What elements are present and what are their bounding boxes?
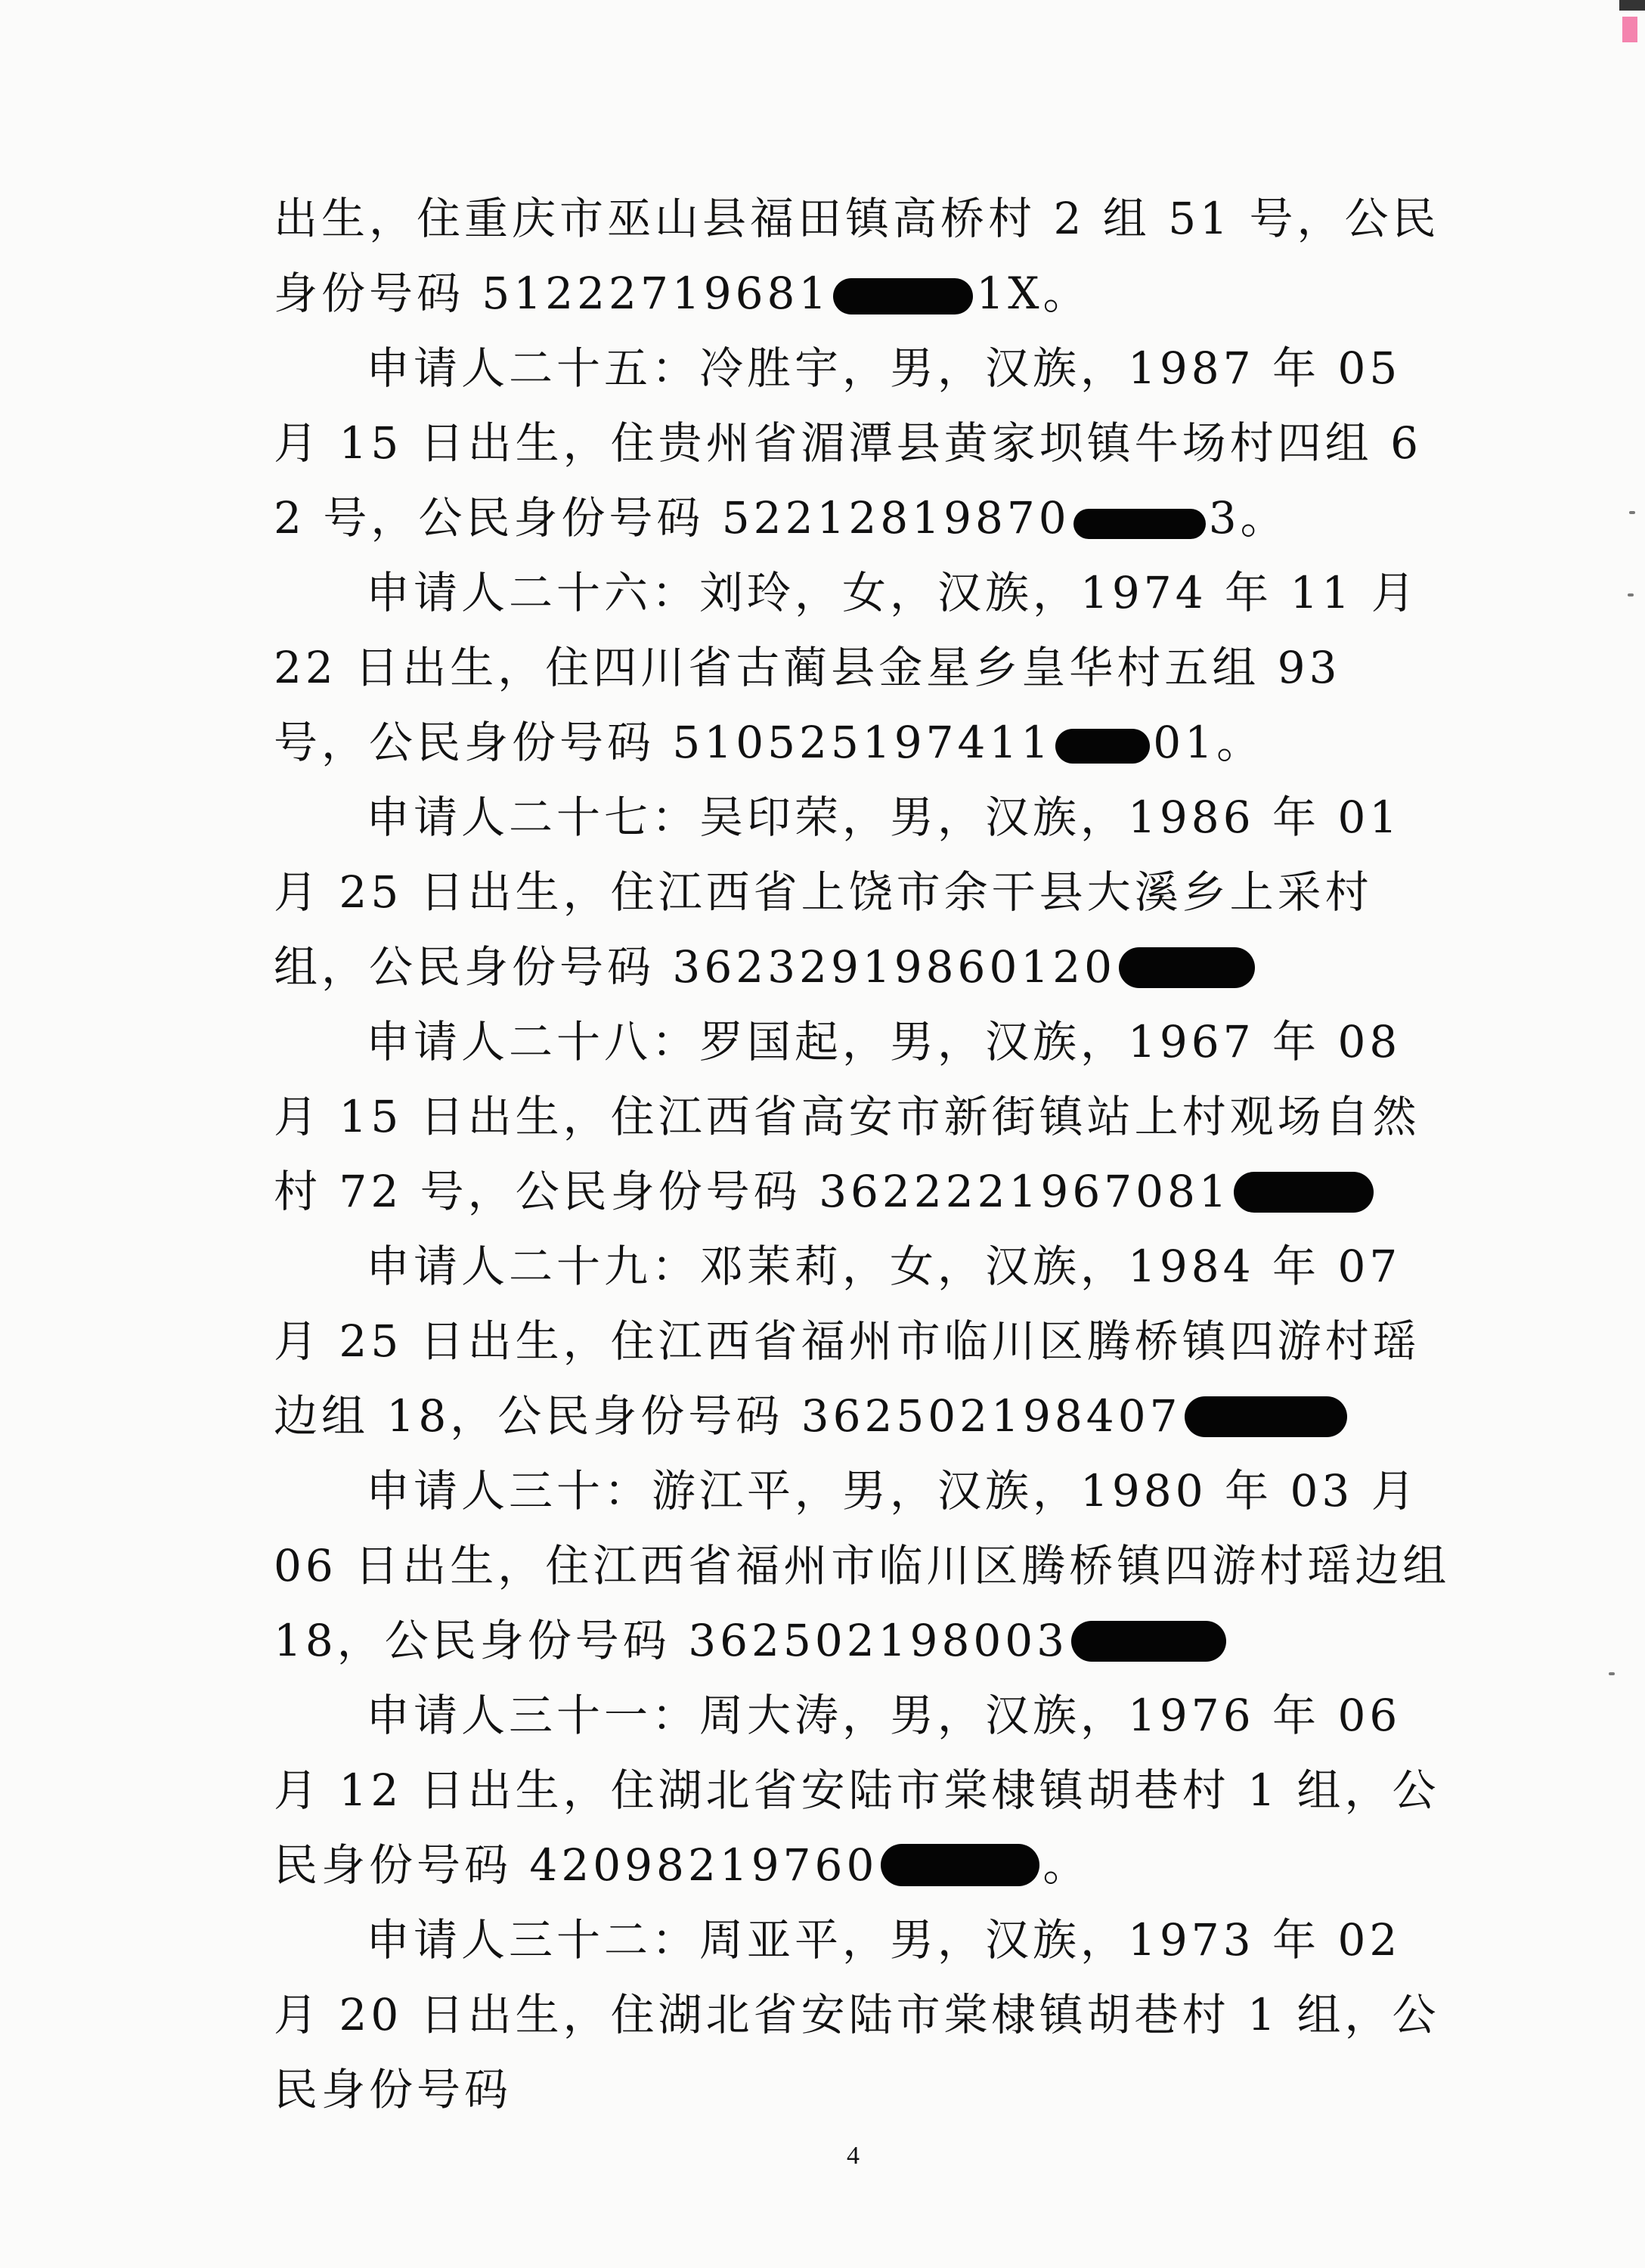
applicant-30-paragraph [274, 1454, 1453, 1678]
paragraph-text: 。 [1042, 1839, 1091, 1891]
page-number: 4 [847, 2142, 860, 2170]
redaction-mark [1073, 509, 1206, 539]
scan-corner-color-mark [1622, 17, 1637, 42]
redaction-mark [1185, 1396, 1347, 1437]
paragraph-text: 1X。 [976, 268, 1091, 319]
paragraph-text: 申请人二十六：刘玲，女，汉族，1974 年 11 月 22 日出生，住四川省古蔺县金星乡皇华村五组 93 号，公民身份号码 510525197411 [274, 567, 1419, 768]
paragraph-text: 申请人二十七：吴印荣，男，汉族，1986 年 01 月 25 日出生，住江西省上饶市余干县大溪乡上采村组，公民身份号码 36232919860120 [274, 792, 1402, 993]
applicant-31-paragraph [274, 1678, 1453, 1903]
applicant-27-paragraph [274, 780, 1453, 1005]
applicant-28-paragraph [274, 1005, 1453, 1229]
paragraph-text: 申请人二十九：邓茉莉，女，汉族，1984 年 07 月 25 日出生，住江西省福州市临川区腾桥镇四游村瑶边组 18，公民身份号码 362502198407 [274, 1241, 1420, 1442]
paragraph-text: 申请人三十二：周亚平，男，汉族，1973 年 02 月 20 日出生，住湖北省安陆市棠棣镇胡巷村 1 组，公民身份号码 [274, 1914, 1440, 2115]
paragraph-text: 出生，住重庆市巫山县福田镇高桥村 2 组 51 号，公民身份号码 51222719681 [274, 193, 1440, 319]
redaction-mark [1055, 729, 1150, 764]
redaction-mark [1071, 1621, 1226, 1662]
redaction-mark [1119, 947, 1255, 988]
paragraph-text: 3。 [1208, 492, 1288, 544]
scan-dust-mark [1629, 511, 1635, 514]
applicant-29-paragraph [274, 1229, 1453, 1454]
paragraph-text: 01。 [1153, 717, 1265, 768]
scan-dust-mark [1609, 1672, 1615, 1675]
scan-corner-mark [1619, 0, 1645, 11]
document-body [274, 181, 1453, 2127]
paragraph-text: 申请人三十：游江平，男，汉族，1980 年 03 月 06 日出生，住江西省福州市临川区腾桥镇四游村瑶边组 18，公民身份号码 362502198003 [274, 1465, 1451, 1666]
applicant-26-paragraph [274, 556, 1453, 780]
redaction-mark [833, 278, 973, 314]
redaction-mark [881, 1844, 1039, 1886]
paragraph-continuation [274, 181, 1453, 331]
paragraph-text: 申请人三十一：周大涛，男，汉族，1976 年 06 月 12 日出生，住湖北省安陆市棠棣镇胡巷村 1 组，公民身份号码 42098219760 [274, 1690, 1440, 1891]
paragraph-text: 申请人二十五：冷胜宇，男，汉族，1987 年 05 月 15 日出生，住贵州省湄潭县黄家坝镇牛场村四组 62 号，公民身份号码 52212819870 [274, 342, 1423, 544]
redaction-mark [1234, 1172, 1374, 1213]
paragraph-text: 申请人二十八：罗国起，男，汉族，1967 年 08 月 15 日出生，住江西省高安市新街镇站上村观场自然村 72 号，公民身份号码 3622221967081 [274, 1016, 1420, 1217]
applicant-32-paragraph [274, 1903, 1453, 2127]
applicant-25-paragraph [274, 331, 1453, 556]
scan-dust-mark [1628, 593, 1634, 596]
